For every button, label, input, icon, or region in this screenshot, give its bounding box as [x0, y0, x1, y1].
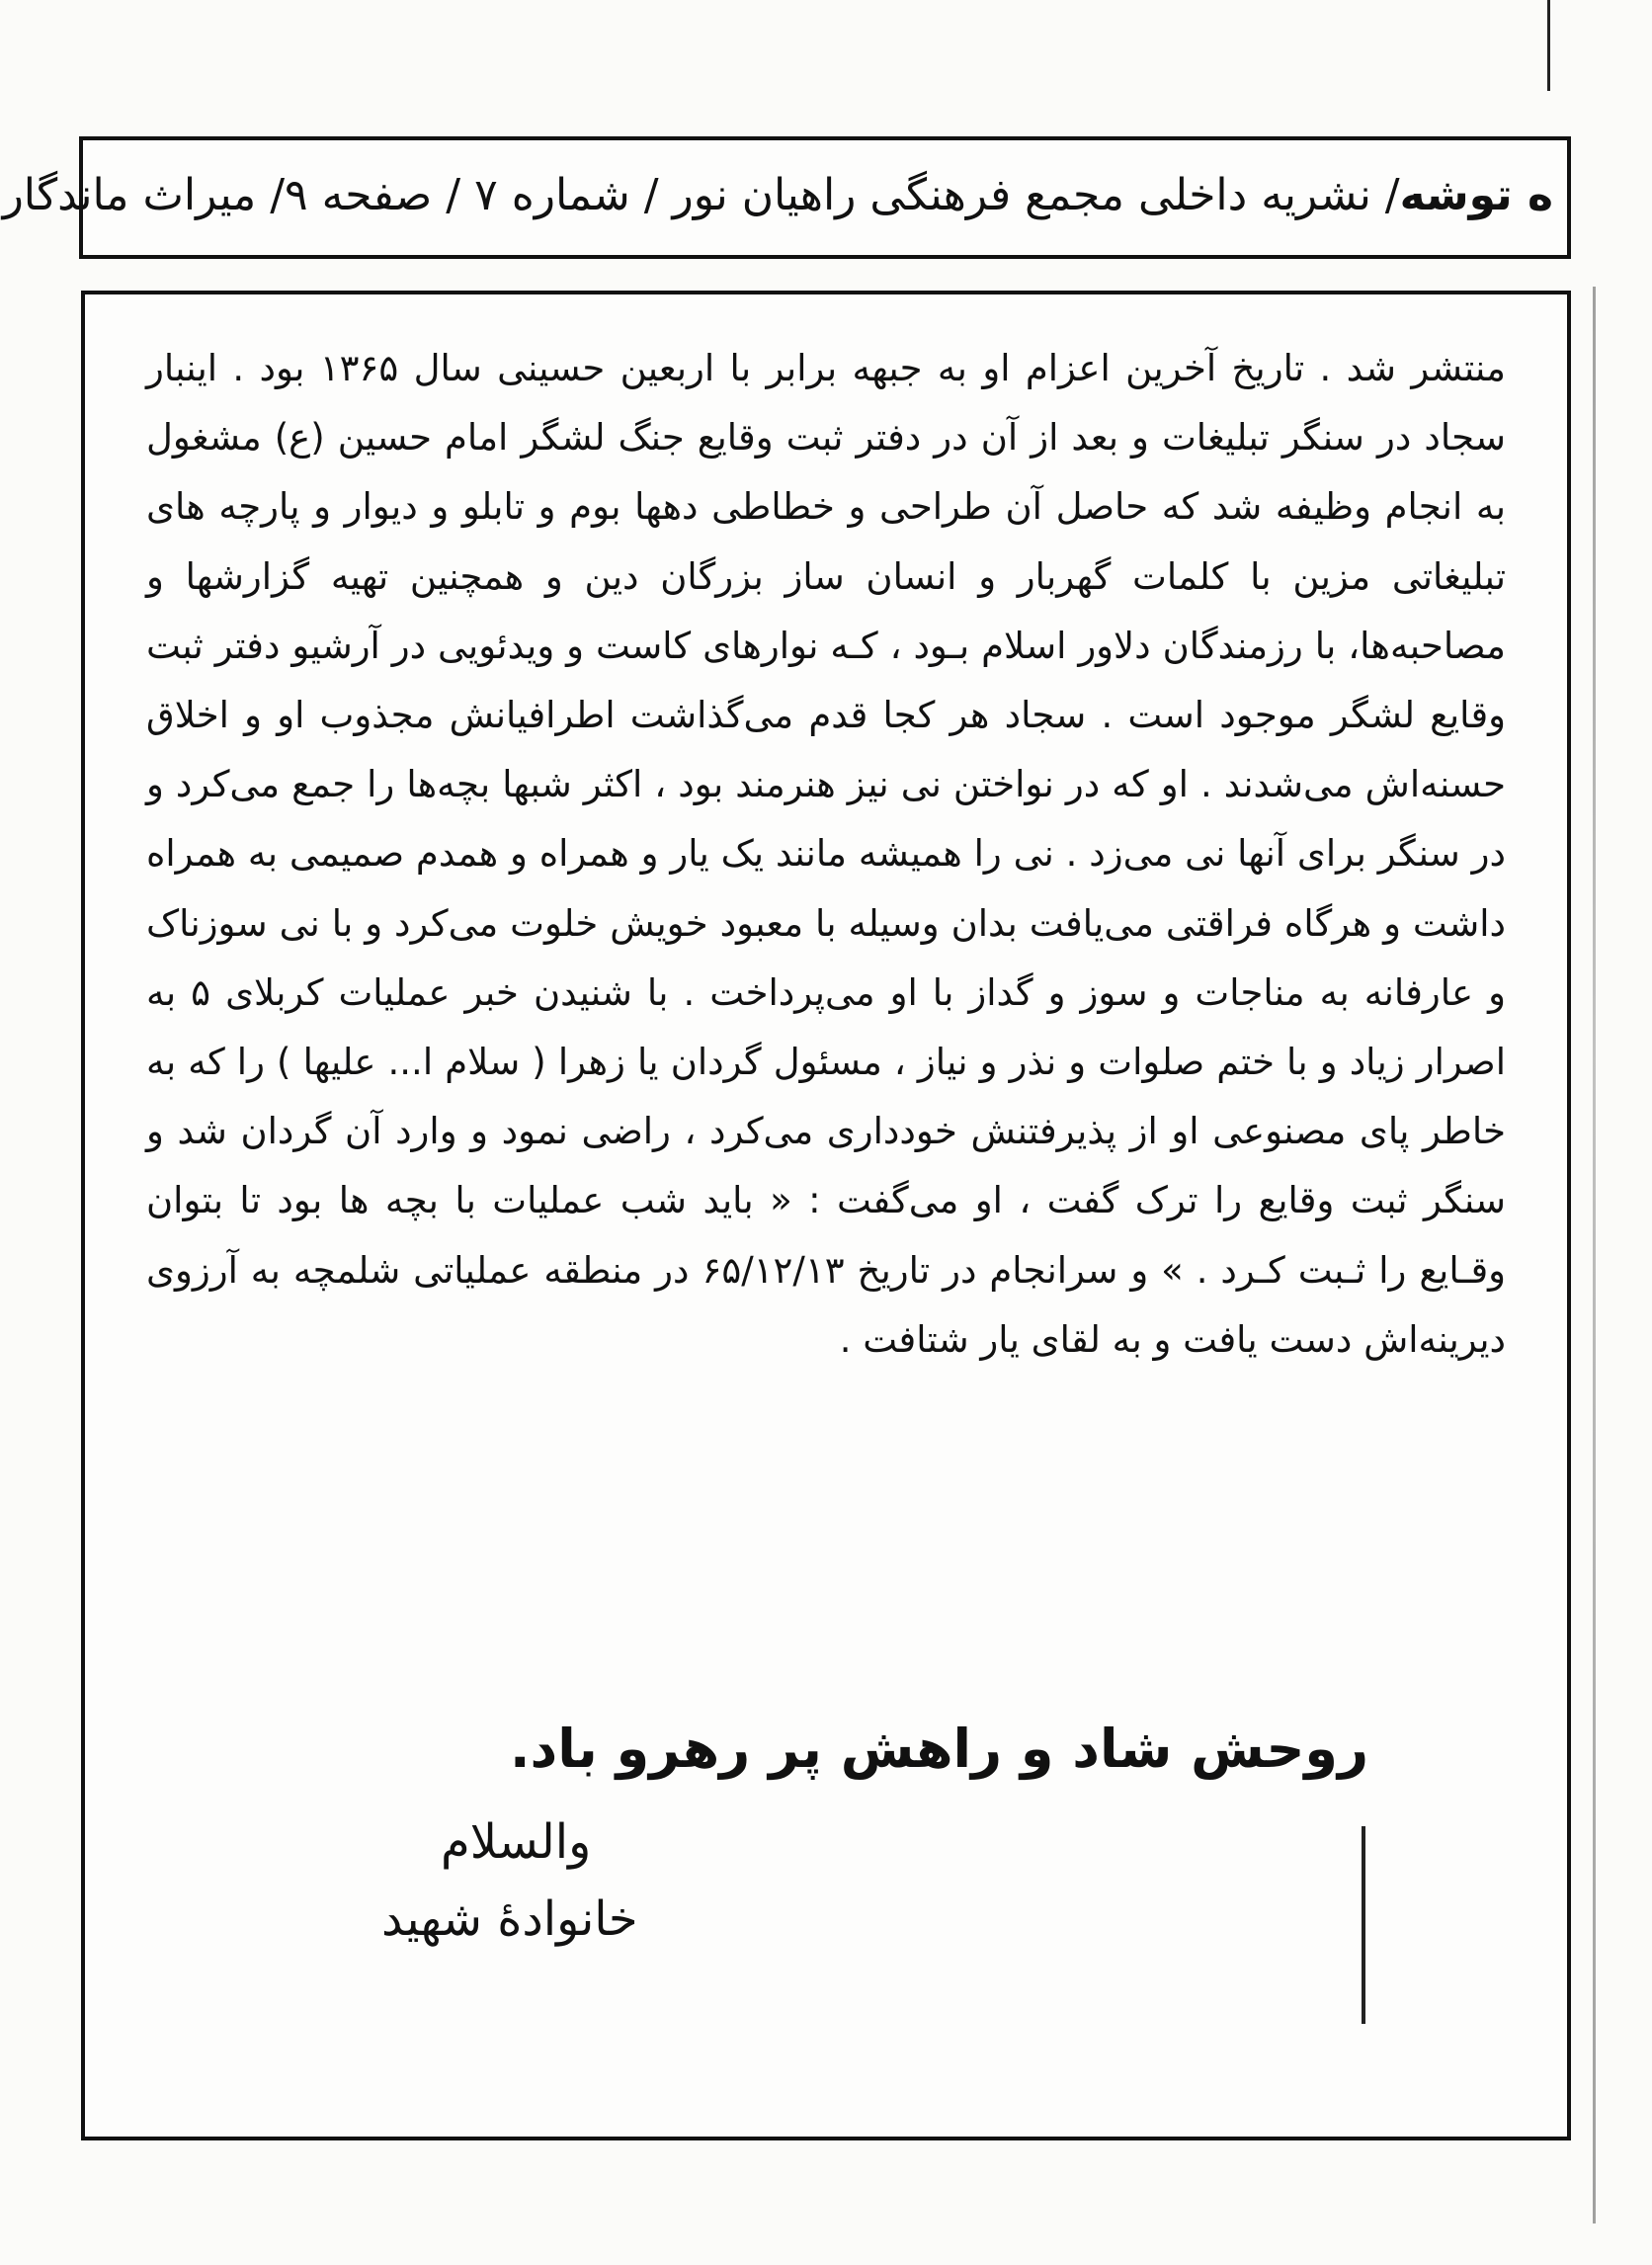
header-box — [2, 136, 1571, 259]
publication-brand: ه توشه — [1399, 170, 1553, 220]
publication-details: / نشریه داخلی مجمع فرهنگی راهیان نور / شماره ۷ / صفحه ۹/ میراث ماندگار — [2, 170, 1400, 220]
closing-block — [85, 1718, 1575, 1974]
article-box — [81, 291, 1571, 2140]
closing-signature: خانوادۀ شهید — [381, 1891, 638, 1947]
scan-edge — [1593, 287, 1596, 2223]
closing-blessing: روحش شاد و راهش پر رهرو باد. — [510, 1718, 1369, 1780]
closing-salam: والسلام — [441, 1814, 592, 1870]
article-body — [146, 334, 1506, 1375]
header-line — [3, 164, 1553, 227]
article-paragraph: منتشر شد . تاریخ آخرین اعزام او به جبهه برابر با اربعین حسینی سال ۱۳۶۵ بود . اینبار سجاد در سنگر تبلیغات و بعد از آن در دفتر ثبت وقایع جنگ لشگر امام حسین (ع) مشغول به انجام وظیفه شد که حاصل آن طراحی و خطاطی دهها بوم و تابلو و دیوار و پارچه های تبلیغاتی مزین با کلمات گهربار و انسان ساز بزرگان دین و همچنین تهیه گزارشها و مصاحبه‌ها، با رزمندگان دلاور اسلام بـود ، کـه نوارهای کاست و ویدئویی در آرشیو دفتر ثبت وقایع لشگر موجود است . سجاد هر کجا قدم می‌گذاشت اطرافیانش مجذوب او و اخلاق حسنه‌اش می‌شدند . او که در نواختن نی نیز هنرمند بود ، اکثر شبها بچه‌ها را جمع می‌کرد و در سنگر برای آنها نی می‌زد . نی را همیشه مانند یک یار و همراه و همدم صمیمی به همراه داشت و هرگاه فراقتی می‌یافت بدان وسیله با معبود خویش خلوت می‌کرد و با نی سوزناک و عارفانه به مناجات و سوز و گداز با او می‌پرداخت . با شنیدن خبر عملیات کربلای ۵ به اصرار زیاد و با ختم صلوات و نذر و نیاز ، مسئول گردان یا زهرا ( سلام ا... علیها ) را که به خاطر پای مصنوعی او از پذیرفتنش خودداری می‌کرد ، راضی نمود و وارد آن گردان شد و سنگر ثبت وقایع را ترک گفت ، او می‌گفت : « باید شب عملیات با بچه ها بود تا بتوان وقـایع را ثـبت کـرد . » و سرانجام در تاریخ ۶۵/۱۲/۱۳ در منطقه عملیاتی شلمچه به آرزوی دیرینه‌اش دست یافت و به لقای یار شتافت . — [146, 347, 1506, 1361]
margin-stroke — [1362, 1826, 1365, 2024]
scan-mark — [1547, 0, 1550, 91]
